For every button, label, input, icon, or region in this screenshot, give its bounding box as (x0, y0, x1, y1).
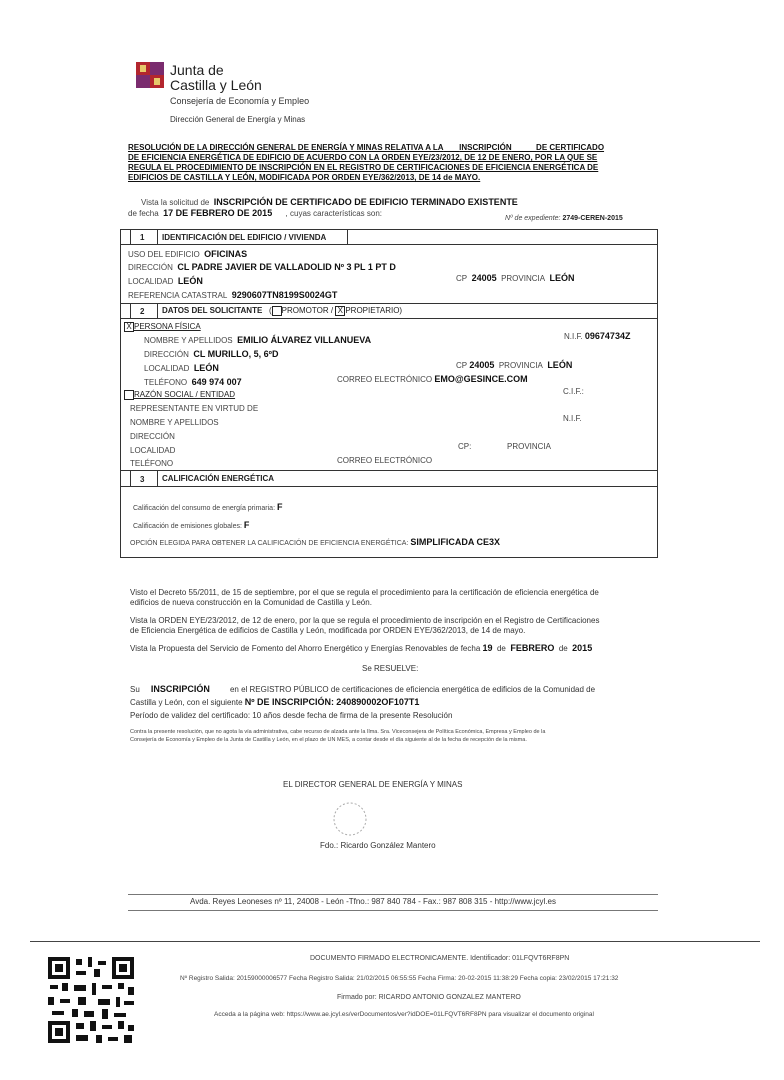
paragraph-orden: Vista la ORDEN EYE/23/2012, de 12 de enero, por la que se regula el procedimiento de inscripción en el Registro de Certificaciones de Eficiencia Energética de edificios de Castilla y León, modificada por ORDEN EYE/362/2013, de 14 de mayo. (130, 616, 600, 635)
persona-fisica-checkbox[interactable]: X (124, 322, 134, 332)
paragraph-inscripcion-line2: Castilla y León, con el siguiente Nº DE INSCRIPCIÓN: 240890002OF107T1 (130, 697, 420, 707)
rep-direccion-label: DIRECCIÓN (130, 432, 175, 441)
section2-header: DATOS DEL SOLICITANTE ( PROMOTOR / X PROPIETARIO) (162, 306, 403, 316)
paragraph-decreto: Visto el Decreto 55/2011, de 15 de septiembre, por el que se regula el procedimiento para la certificación de eficiencia energética de edificios de nueva construcción en la Comunidad de Castilla y León. (130, 588, 599, 607)
cp-provincia-row: CP 24005 PROVINCIA LEÓN (456, 273, 575, 283)
section1-number: 1 (140, 233, 145, 242)
uso-row: USO DEL EDIFICIO OFICINAS (128, 249, 248, 259)
direccion-general: Dirección General de Energía y Minas (170, 115, 306, 124)
persona-fisica-row: X PERSONA FÍSICA (124, 322, 201, 332)
solicitante-cp-row: CP 24005 PROVINCIA LEÓN (456, 360, 573, 370)
org-name-line1: Junta de (170, 62, 224, 78)
emisiones-row: Calificación de emisiones globales: F (133, 520, 250, 530)
referencia-row: REFERENCIA CATASTRAL 9290607TN8199S0024GT (128, 290, 338, 300)
qr-code (46, 955, 136, 1045)
section2-title: DATOS DEL SOLICITANTE (162, 306, 263, 316)
electronic-signature-line3: Firmado por: RICARDO ANTONIO GONZALEZ MANTERO (337, 994, 521, 1001)
localidad-row: LOCALIDAD LEÓN (128, 276, 203, 286)
rep-telefono-label: TELÉFONO (130, 459, 174, 468)
fecha-line: de fecha 17 DE FEBRERO DE 2015 , cuyas características son: (128, 208, 383, 218)
section2-number: 2 (140, 307, 145, 316)
representante-label: REPRESENTANTE EN VIRTUD DE (130, 404, 259, 413)
rep-localidad-label: LOCALIDAD (130, 446, 176, 455)
solicitante-direccion-row: DIRECCIÓN CL MURILLO, 5, 6ºD (144, 349, 279, 359)
correo-row: CORREO ELECTRÓNICO EMO@GESINCE.COM (337, 374, 528, 384)
section1-title: IDENTIFICACIÓN DEL EDIFICIO / VIVIENDA (162, 233, 327, 242)
direccion-row: DIRECCIÓN CL PADRE JAVIER DE VALLADOLID Nº 3 PL 1 PT D (128, 262, 396, 272)
org-name-line2: Castilla y León (170, 77, 262, 93)
propietario-checkbox[interactable]: X (335, 306, 345, 316)
electronic-signature-line1: DOCUMENTO FIRMADO ELECTRONICAMENTE. Identificador: 01LFQVT6RF8PN (310, 955, 570, 962)
resuelve-heading: Se RESUELVE: (362, 664, 419, 673)
resolution-title: RESOLUCIÓN DE LA DIRECCIÓN GENERAL DE ENERGÍA Y MINAS RELATIVA A LA INSCRIPCIÓN DE CERTIFICADO DE EFICIENCIA ENERGÉTICA DE EDIFICIO DE ACUERDO CON LA ORDEN EYE/23/2012, DE 12 DE ENERO, POR LA QUE SE REGULA EL PROCEDIMIENTO DE INSCRIPCIÓN EN EL REGISTRO DE CERTIFICACIONES DE EFICIENCIA ENERGÉTICA DE EDIFICIOS DE CASTILLA Y LEÓN, MODIFICADA POR ORDEN EYE/362/2013, DE 14 de MAYO. (128, 143, 605, 182)
solicitud-line: Vista la solicitud de INSCRIPCIÓN DE CERTIFICADO DE EDIFICIO TERMINADO EXISTENTE (141, 197, 518, 207)
razon-social-row: RAZÓN SOCIAL / ENTIDAD (124, 390, 235, 400)
consejeria: Consejería de Economía y Empleo (170, 96, 310, 106)
nombre-row: NOMBRE Y APELLIDOS EMILIO ÁLVAREZ VILLANUEVA (144, 335, 372, 345)
promotor-checkbox[interactable] (272, 306, 282, 316)
consumo-row: Calificación del consumo de energía primaria: F (133, 502, 283, 512)
solicitante-localidad-row: LOCALIDAD LEÓN (144, 363, 219, 373)
firmante: Fdo.: Ricardo González Mantero (320, 841, 436, 850)
nif-row: N.I.F. 09674734Z (564, 331, 631, 341)
rep-nif-label: N.I.F. (563, 414, 582, 423)
cif-label: C.I.F.: (563, 387, 584, 396)
rep-correo-label: CORREO ELECTRÓNICO (337, 456, 433, 465)
rep-provincia-label: PROVINCIA (507, 442, 552, 451)
expediente: Nº de expediente: 2749-CEREN-2015 (505, 215, 623, 222)
coat-of-arms-logo (136, 62, 164, 88)
paragraph-propuesta: Vista la Propuesta del Servicio de Fomento del Ahorro Energético y Energías Renovables de fecha 19 de FEBRERO de 2015 (130, 643, 593, 653)
razon-social-checkbox[interactable] (124, 390, 134, 400)
rep-cp-label: CP: (458, 442, 472, 451)
periodo-validez: Período de validez del certificado: 10 años desde fecha de firma de la presente Resolución (130, 711, 453, 720)
signature-stamp (326, 800, 374, 838)
telefono-row: TELÉFONO 649 974 007 (144, 377, 242, 387)
opcion-row: OPCIÓN ELEGIDA PARA OBTENER LA CALIFICACIÓN DE EFICIENCIA ENERGÉTICA: SIMPLIFICADA CE3X (130, 537, 501, 547)
section3-title: CALIFICACIÓN ENERGÉTICA (162, 474, 274, 483)
electronic-signature-line4: Acceda a la página web: https://www.ae.jcyl.es/verDocumentos/ver?idDOE=01LFQVT6RF8PN para visualizar el documento original (214, 1011, 594, 1018)
section3-number: 3 (140, 475, 145, 484)
footer-address: Avda. Reyes Leoneses nº 11, 24008 - León -Tfno.: 987 840 784 - Fax.: 987 808 315 - http://www.jcyl.es (190, 897, 556, 906)
director-title: EL DIRECTOR GENERAL DE ENERGÍA Y MINAS (283, 780, 463, 789)
rep-nombre-label: NOMBRE Y APELLIDOS (130, 418, 219, 427)
paragraph-inscripcion-line1: Su INSCRIPCIÓN en el REGISTRO PÚBLICO de certificaciones de eficiencia energética de edificios de la Comunidad de (130, 684, 596, 694)
recurso-note: Contra la presente resolución, que no agota la vía administrativa, cabe recurso de alzada ante la Ilma. Sra. Viceconsejera de Política Económica, Empresa y Empleo de la Consejería de Economía y Empleo de la Junta de Castilla y León, en el plazo de UN MES, a contar desde el día siguiente al de la fecha de recepción de la misma. (130, 729, 546, 743)
electronic-signature-line2: Nº Registro Salida: 20159000006577 Fecha Registro Salida: 21/02/2015 06:55:55 Fecha Firma: 20-02-2015 11:38:29 Fecha copia: 23/02/2015 17:21:32 (180, 975, 619, 982)
